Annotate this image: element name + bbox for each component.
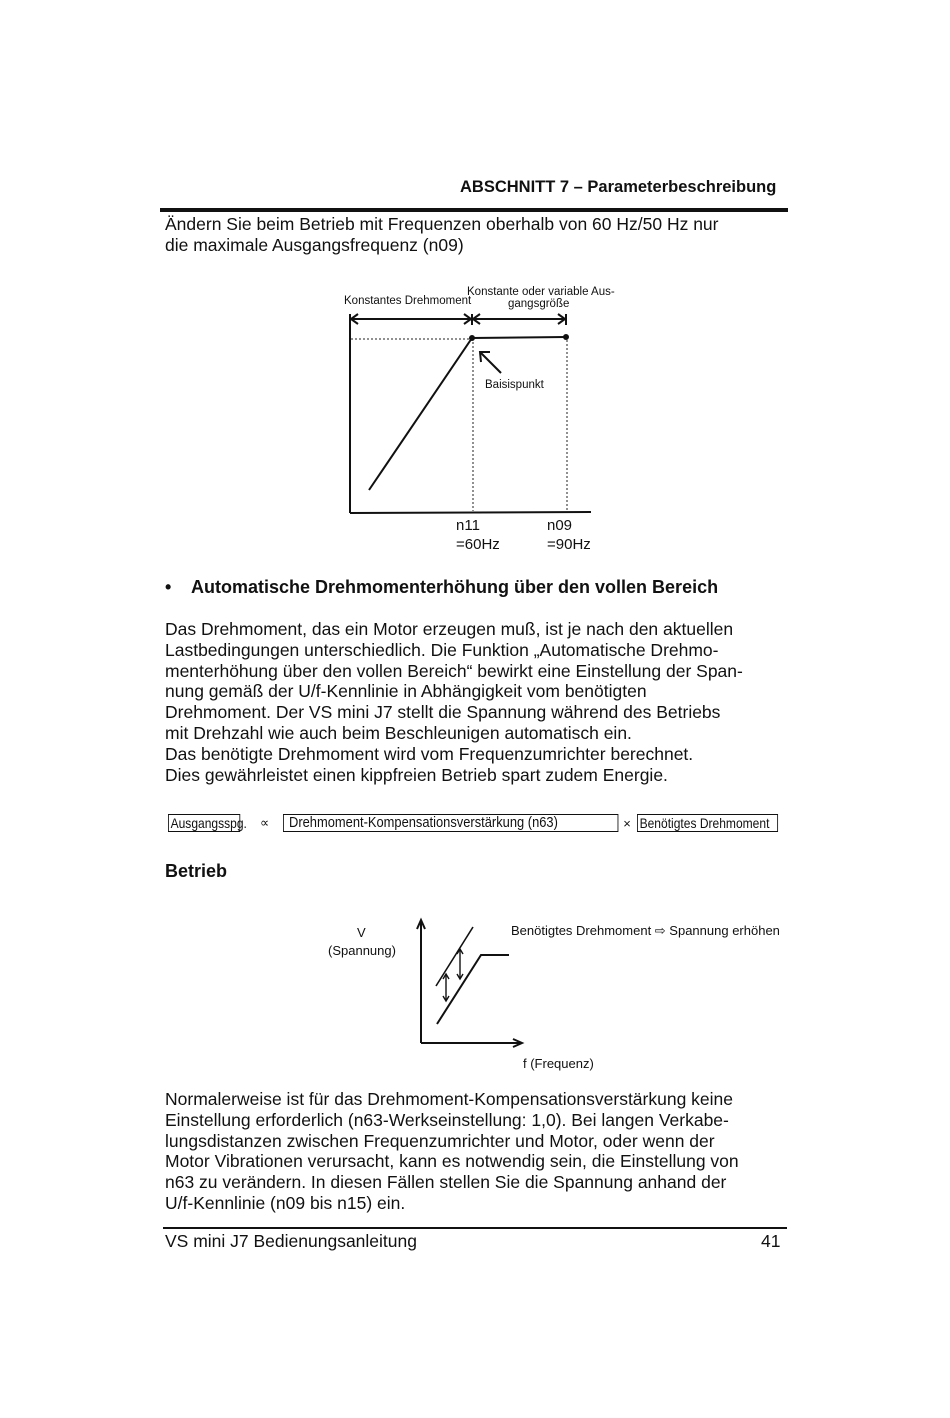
paragraph-line: lungsdistanzen zwischen Frequenzumrichter und Motor, oder wenn der [165, 1130, 715, 1151]
x-axis [350, 512, 591, 513]
x-label-n09-value: =90Hz [547, 536, 591, 553]
x-label-n09: n09 [547, 517, 573, 534]
vf-characteristic-figure [330, 280, 620, 560]
dotted-guides [351, 339, 567, 511]
y-label-voltage: (Spannung) [328, 943, 396, 958]
paragraph-line: Normalerweise ist für das Drehmoment-Kompensationsverstärkung keine [165, 1089, 734, 1109]
paragraph-line: n63 zu verändern. In diesen Fällen stellen Sie die Spannung anhand der [165, 1172, 727, 1193]
max-point-marker [563, 334, 569, 340]
heading-text: Automatische Drehmomenterhöhung über den vollen Bereich [191, 577, 719, 597]
formula-term-required-torque: Benötigtes Drehmoment [637, 814, 778, 832]
auto-torque-boost-heading [165, 577, 718, 598]
annotation-increase-voltage: Benötigtes Drehmoment ⇨ Spannung erhöhen [511, 923, 780, 938]
compensation-formula [168, 813, 801, 833]
paragraph-line: U/f-Kennlinie (n09 bis n15) ein. [165, 1192, 406, 1213]
bullet-icon: • [165, 577, 172, 597]
footer-manual-title: VS mini J7 Bedienungsanleitung [165, 1231, 417, 1251]
operation-heading: Betrieb [165, 861, 228, 881]
paragraph-line: Lastbedingungen unterschiedlich. Die Funktion „Automatische Drehmo- [165, 639, 719, 660]
paragraph-line: mit Drehzahl wie auch beim Beschleunigen automatisch ein. [165, 722, 632, 743]
paragraph-line: Drehmoment. Der VS mini J7 stellt die Spannung während des Betriebs [165, 702, 721, 723]
base-point-arrow-icon [480, 352, 501, 373]
paragraph-line: menterhöhung über den vollen Bereich“ bewirkt eine Einstellung der Span- [165, 660, 743, 681]
footer-rule [163, 1227, 787, 1229]
vf-curve [369, 337, 566, 490]
label-base-point: Baisispunkt [485, 379, 544, 391]
label-variable-line2: gangsgröße [508, 298, 570, 310]
auto-boost-paragraph [165, 619, 743, 785]
formula-term-gain: Drehmoment-Kompensationsverstärkung (n63) [283, 814, 618, 832]
multiply-icon: × [623, 815, 631, 831]
base-point-marker [469, 335, 475, 341]
y-label-v: V [357, 925, 366, 940]
x-label-frequency: f (Frequenz) [523, 1056, 594, 1071]
formula-term-output-voltage: Ausgangsspg. [168, 814, 240, 832]
intro-line: die maximale Ausgangsfrequenz (n09) [165, 234, 464, 255]
torque-boost-figure [310, 905, 780, 1080]
paragraph-line: Dies gewährleistet einen kippfreien Betrieb spart zudem Energie. [165, 764, 668, 785]
page-number: 41 [761, 1231, 781, 1251]
intro-paragraph [165, 214, 719, 256]
paragraph-line: Motor Vibrationen verursacht, kann es notwendig sein, die Einstellung von [165, 1151, 739, 1172]
x-label-n11: n11 [456, 517, 480, 534]
paragraph-line: Einstellung erforderlich (n63-Werkseinstellung: 1,0). Bei langen Verkabe- [165, 1109, 729, 1130]
paragraph-line: Das benötigte Drehmoment wird vom Frequenzumrichter berechnet. [165, 743, 694, 764]
label-variable-line1: Konstante oder variable Aus- [467, 286, 615, 298]
paragraph-line: Das Drehmoment, das ein Motor erzeugen muß, ist je nach den aktuellen [165, 619, 734, 639]
double-arrow-icon [443, 949, 463, 1001]
label-constant-torque: Konstantes Drehmoment [344, 295, 472, 307]
range-arrows [350, 314, 566, 325]
x-label-n11-value: =60Hz [456, 536, 500, 553]
intro-line: Ändern Sie beim Betrieb mit Frequenzen oberhalb von 60 Hz/50 Hz nur [165, 214, 719, 234]
section-header-title: ABSCHNITT 7 – Parameterbeschreibung [460, 178, 777, 196]
proportional-icon: ∝ [260, 815, 270, 830]
base-vf-line [437, 955, 509, 1024]
closing-paragraph [165, 1089, 739, 1214]
paragraph-line: nung gemäß der U/f-Kennlinie in Abhängigkeit vom benötigten [165, 681, 647, 702]
axes [417, 920, 522, 1047]
header-rule [160, 208, 788, 212]
